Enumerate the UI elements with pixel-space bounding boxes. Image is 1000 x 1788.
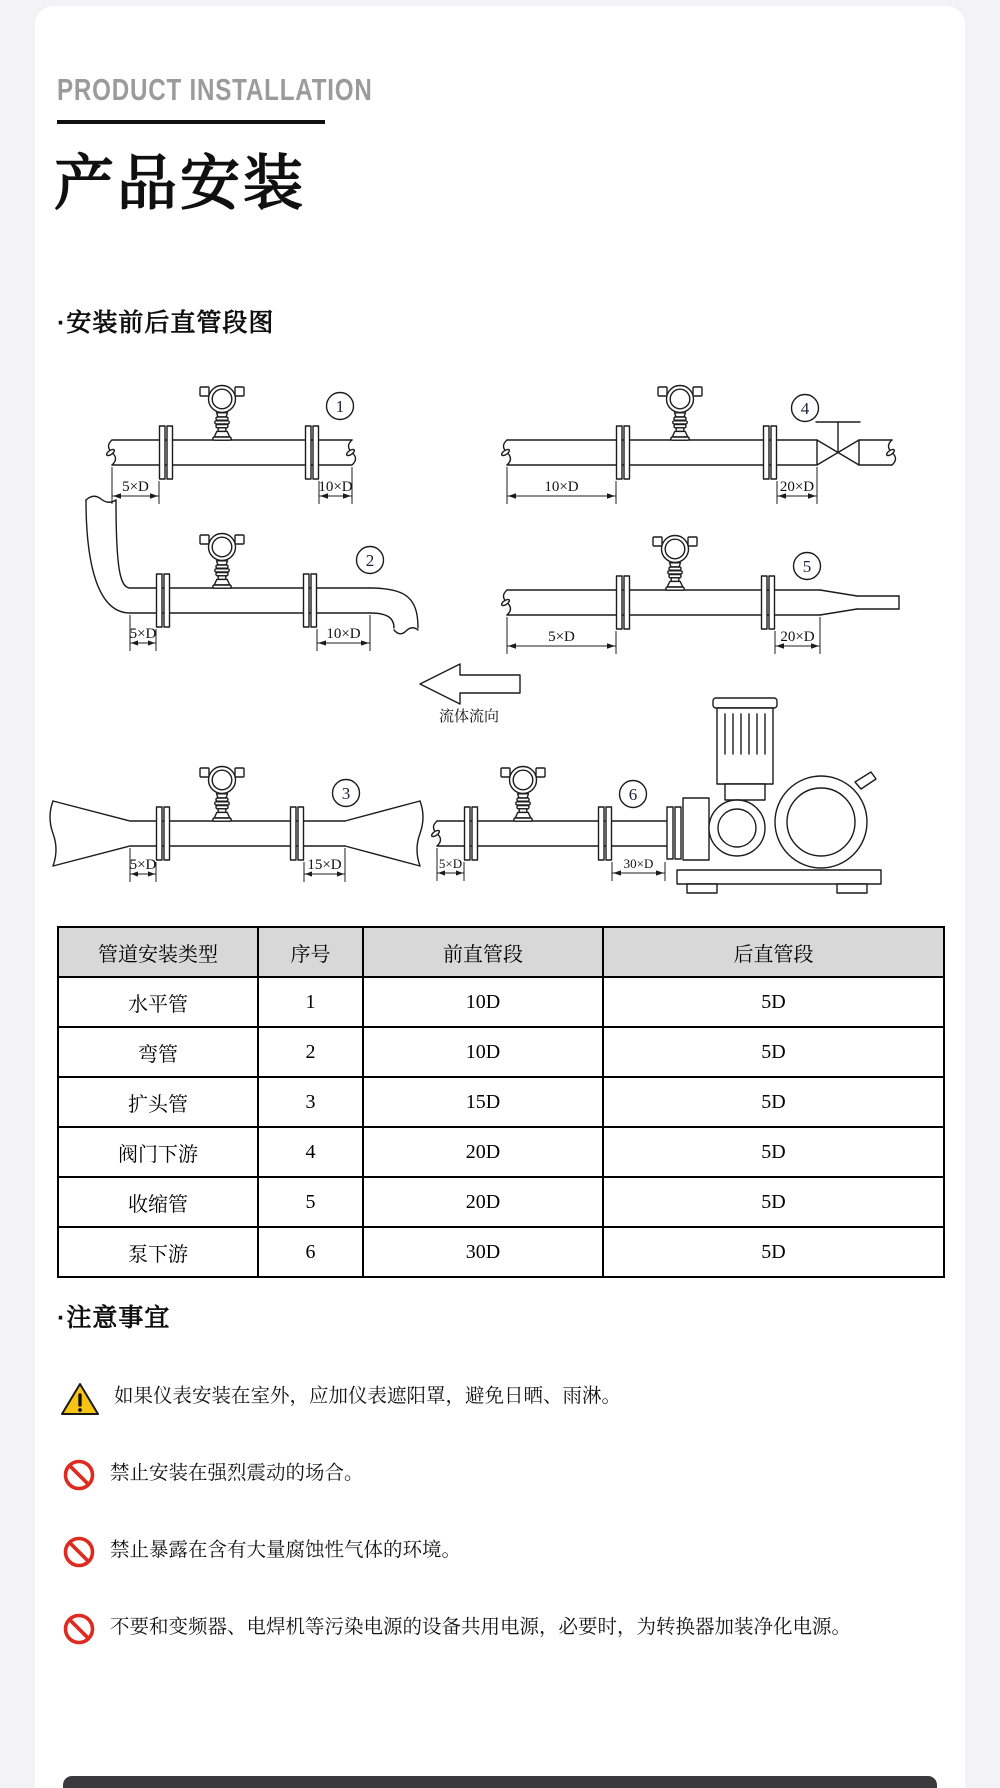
diagram-number-badge	[333, 780, 360, 807]
svg-text:3: 3	[341, 784, 351, 803]
flowmeter-icon	[200, 534, 244, 589]
note-item	[62, 1612, 851, 1646]
flange	[157, 807, 304, 860]
warning-icon	[60, 1381, 100, 1417]
svg-text:10×D: 10×D	[318, 479, 353, 495]
table-row: 泵下游 6 30D 5D	[58, 1227, 944, 1277]
reducer-cone	[820, 590, 899, 615]
pump-foot	[837, 884, 867, 893]
diagram-6-pump-downstream	[425, 690, 970, 905]
straight-pipe-spec-table	[57, 926, 945, 1278]
svg-text:10×D: 10×D	[544, 479, 579, 495]
note-item	[62, 1458, 364, 1492]
expander-cone-right	[345, 801, 423, 866]
note-item	[62, 1535, 461, 1569]
flow-direction-label: 流体流向	[438, 709, 500, 725]
diagram-3-expander-pipe	[35, 740, 435, 895]
diagram-number-badge	[794, 553, 821, 580]
note-text: 禁止暴露在含有大量腐蚀性气体的环境。	[110, 1539, 462, 1561]
note-text: 不要和变频器、电焊机等污染电源的设备共用电源，必要时，为转换器加装净化电源。	[110, 1616, 852, 1638]
svg-text:5×D: 5×D	[129, 857, 157, 873]
table-row: 收缩管 5 20D 5D	[58, 1177, 944, 1227]
prohibited-icon	[62, 1535, 96, 1569]
table-row: 水平管 1 10D 5D	[58, 977, 944, 1027]
svg-text:20×D: 20×D	[779, 479, 815, 495]
flange	[617, 576, 775, 629]
footer-bar	[63, 1776, 937, 1788]
diagram-4-valve-downstream	[495, 370, 970, 510]
motor-stand	[725, 784, 765, 800]
expander-cone-left	[50, 801, 130, 866]
flowmeter-icon	[653, 536, 697, 591]
flowmeter-icon	[501, 767, 545, 822]
col-header: 前直管段	[363, 927, 603, 977]
prohibited-icon	[62, 1458, 96, 1492]
svg-text:4: 4	[800, 399, 810, 418]
dimension-right	[775, 617, 820, 654]
title-divider	[57, 120, 325, 124]
section-title-straight-pipe: ·安装前后直管段图	[57, 309, 275, 337]
dimension-right	[317, 615, 370, 651]
pump-tab	[855, 772, 876, 789]
col-header: 序号	[258, 927, 363, 977]
dimension-left	[507, 617, 616, 654]
elbow-inner	[370, 613, 394, 628]
dimension-left	[130, 848, 157, 882]
prohibited-icon	[62, 1612, 96, 1646]
col-header: 后直管段	[603, 927, 944, 977]
diagram-2-elbow-pipe	[70, 470, 400, 660]
dimension-left	[437, 848, 464, 881]
svg-text:5: 5	[802, 557, 812, 576]
svg-text:1: 1	[335, 397, 345, 416]
svg-text:5×D: 5×D	[548, 629, 575, 645]
dimension-left	[507, 467, 616, 504]
table-header-row	[58, 927, 944, 977]
elbow-outer	[86, 500, 130, 613]
diagram-5-reducer	[495, 532, 915, 667]
flowmeter-icon	[200, 386, 244, 441]
motor-cap	[713, 698, 777, 708]
svg-text:2: 2	[365, 551, 375, 570]
pump-icon	[667, 698, 881, 893]
flange	[617, 426, 777, 479]
flowmeter-icon	[200, 767, 244, 822]
note-text: 如果仪表安装在室外，应加仪表遮阳罩，避免日晒、雨淋。	[114, 1385, 622, 1407]
flange	[157, 574, 317, 627]
pipe-break	[86, 496, 116, 502]
col-header: 管道安装类型	[58, 927, 258, 977]
dimension-right	[612, 856, 665, 881]
dimension-left	[130, 615, 157, 651]
diagram-number-badge	[620, 781, 647, 808]
flowmeter-icon	[658, 386, 702, 441]
svg-text:6: 6	[628, 785, 638, 804]
pump-foot	[687, 884, 717, 893]
svg-text:10×D: 10×D	[326, 626, 361, 642]
table-row: 扩头管 3 15D 5D	[58, 1077, 944, 1127]
note-item	[60, 1381, 621, 1417]
pump-base	[677, 870, 881, 884]
note-text: 禁止安装在强烈震动的场合。	[110, 1462, 364, 1484]
diagram-number-badge	[792, 395, 819, 422]
valve-icon	[816, 422, 860, 465]
flange	[465, 807, 612, 860]
dimension-right	[777, 467, 817, 504]
diagram-number-badge	[357, 547, 384, 574]
svg-text:5×D: 5×D	[122, 479, 149, 495]
page-title: 产品安装	[54, 150, 306, 217]
svg-text:20×D: 20×D	[780, 629, 815, 645]
table-row: 弯管 2 10D 5D	[58, 1027, 944, 1077]
elbow-inner	[116, 500, 130, 588]
svg-text:5×D: 5×D	[438, 856, 463, 871]
svg-text:30×D: 30×D	[623, 856, 654, 871]
diagram-number-badge	[327, 393, 354, 420]
eyebrow-title: PRODUCT INSTALLATION	[57, 72, 373, 107]
section-title-notes: ·注意事宜	[57, 1304, 171, 1332]
dimension-right	[304, 848, 345, 882]
svg-text:5×D: 5×D	[129, 626, 157, 642]
svg-text:15×D: 15×D	[307, 857, 342, 873]
table-row: 阀门下游 4 20D 5D	[58, 1127, 944, 1177]
